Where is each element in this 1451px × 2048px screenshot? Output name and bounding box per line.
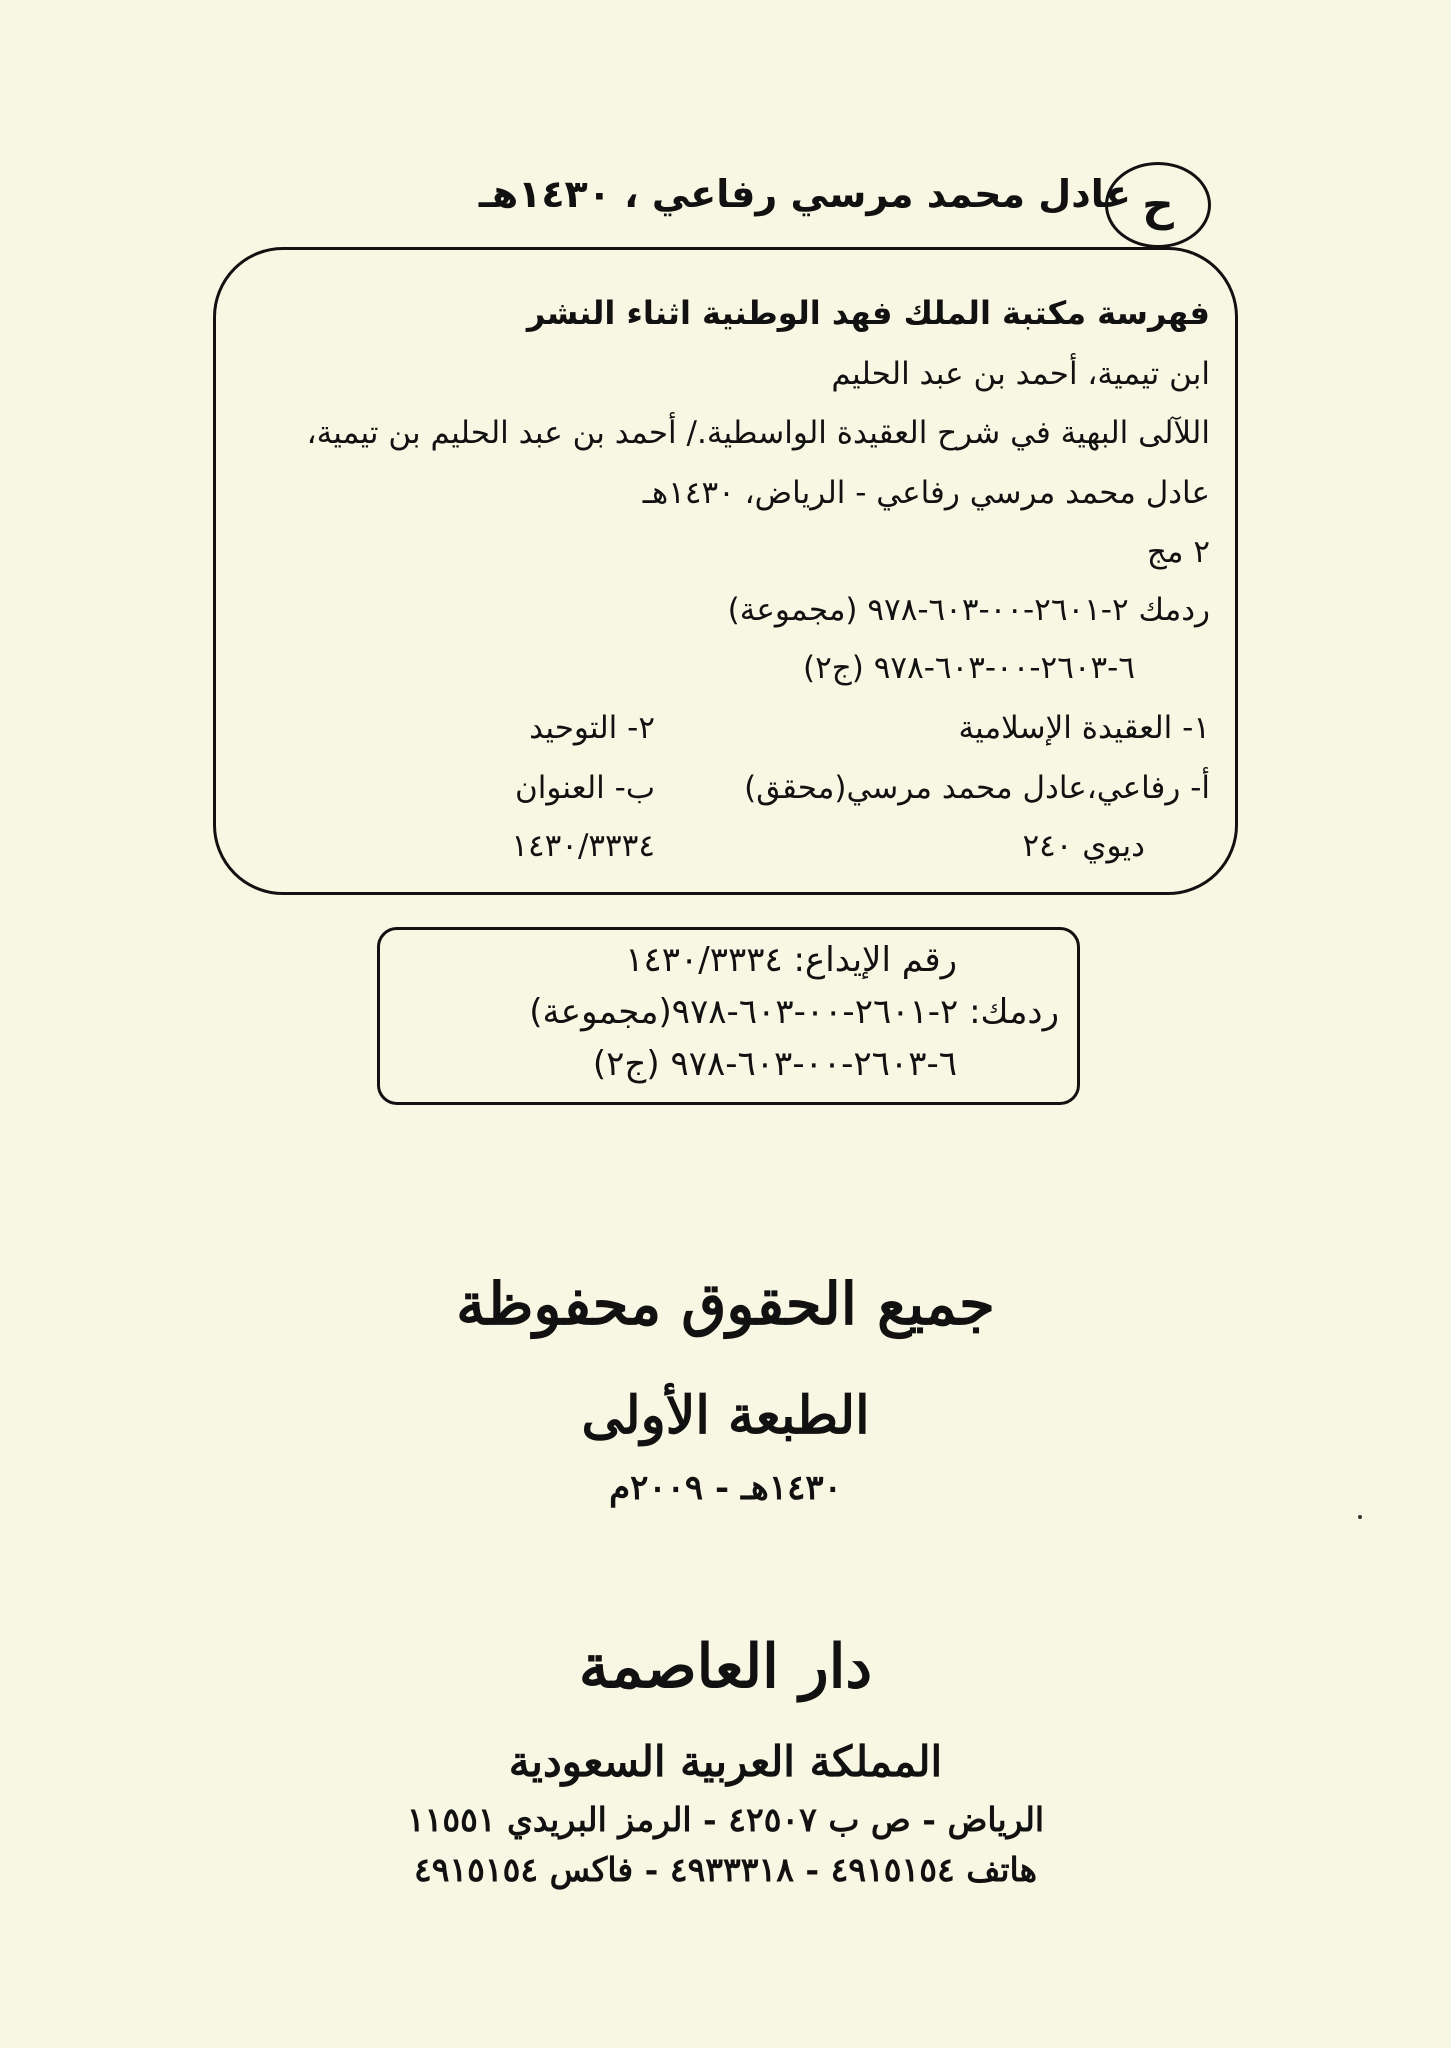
publisher-name: دار العاصمة [578, 1632, 873, 1702]
edition-year: ١٤٣٠هـ - ٢٠٠٩م [609, 1468, 842, 1508]
catalog-subject-2: ٢- التوحيد [529, 710, 655, 746]
deposit-number-line: رقم الإيداع: ١٤٣٠/٣٣٣٤ [625, 940, 957, 980]
publisher-phones: هاتف ٤٩١٥١٥٤ - ٤٩٣٣٣١٨ - فاكس ٤٩١٥١٥٤ [414, 1850, 1037, 1889]
publisher-address: الرياض - ص ب ٤٢٥٠٧ - الرمز البريدي ١١٥٥١ [406, 1800, 1045, 1839]
catalog-author: ابن تيمية، أحمد بن عبد الحليم [831, 356, 1210, 392]
catalog-deposit-number: ١٤٣٠/٣٣٣٤ [511, 828, 655, 864]
cataloging-in-publication-box [213, 247, 1238, 895]
catalog-title-line-2: عادل محمد مرسي رفاعي - الرياض، ١٤٣٠هـ [642, 475, 1210, 511]
all-rights-reserved: جميع الحقوق محفوظة [456, 1270, 995, 1338]
deposit-isbn-set-line: ردمك: ٢-٢٦٠١-٠٠-٦٠٣-٩٧٨(مجموعة) [529, 992, 1059, 1032]
catalog-subject-1: ١- العقيدة الإسلامية [958, 710, 1210, 746]
print-speck [1358, 1515, 1362, 1519]
copyright-symbol: ح [1142, 179, 1174, 231]
publisher-country: المملكة العربية السعودية [508, 1737, 943, 1786]
legal-deposit-box [377, 927, 1080, 1105]
copyright-symbol-circle [1105, 162, 1211, 248]
catalog-volumes: ٢ مج [1146, 534, 1210, 570]
catalog-header: فهرسة مكتبة الملك فهد الوطنية اثناء النشر [526, 294, 1210, 332]
edition-label: الطبعة الأولى [581, 1385, 870, 1446]
catalog-dewey: ديوي ٢٤٠ [1022, 828, 1145, 864]
catalog-title-line-1: اللآلى البهية في شرح العقيدة الواسطية./ أحمد بن عبد الحليم بن تيمية، [306, 415, 1210, 451]
catalog-isbn-set: ردمك ٢-٢٦٠١-٠٠-٦٠٣-٩٧٨ (مجموعة) [727, 592, 1210, 628]
catalog-added-entry-b: ب- العنوان [515, 770, 655, 806]
catalog-isbn-volume: ٦-٢٦٠٣-٠٠-٦٠٣-٩٧٨ (ج٢) [803, 650, 1135, 686]
catalog-added-entry-a: أ- رفاعي،عادل محمد مرسي(محقق) [744, 770, 1210, 806]
deposit-isbn-volume-line: ٦-٢٦٠٣-٠٠-٦٠٣-٩٧٨ (ج٢) [592, 1044, 957, 1084]
copyright-holder-line: عادل محمد مرسي رفاعي ، ١٤٣٠هـ [478, 172, 1131, 216]
